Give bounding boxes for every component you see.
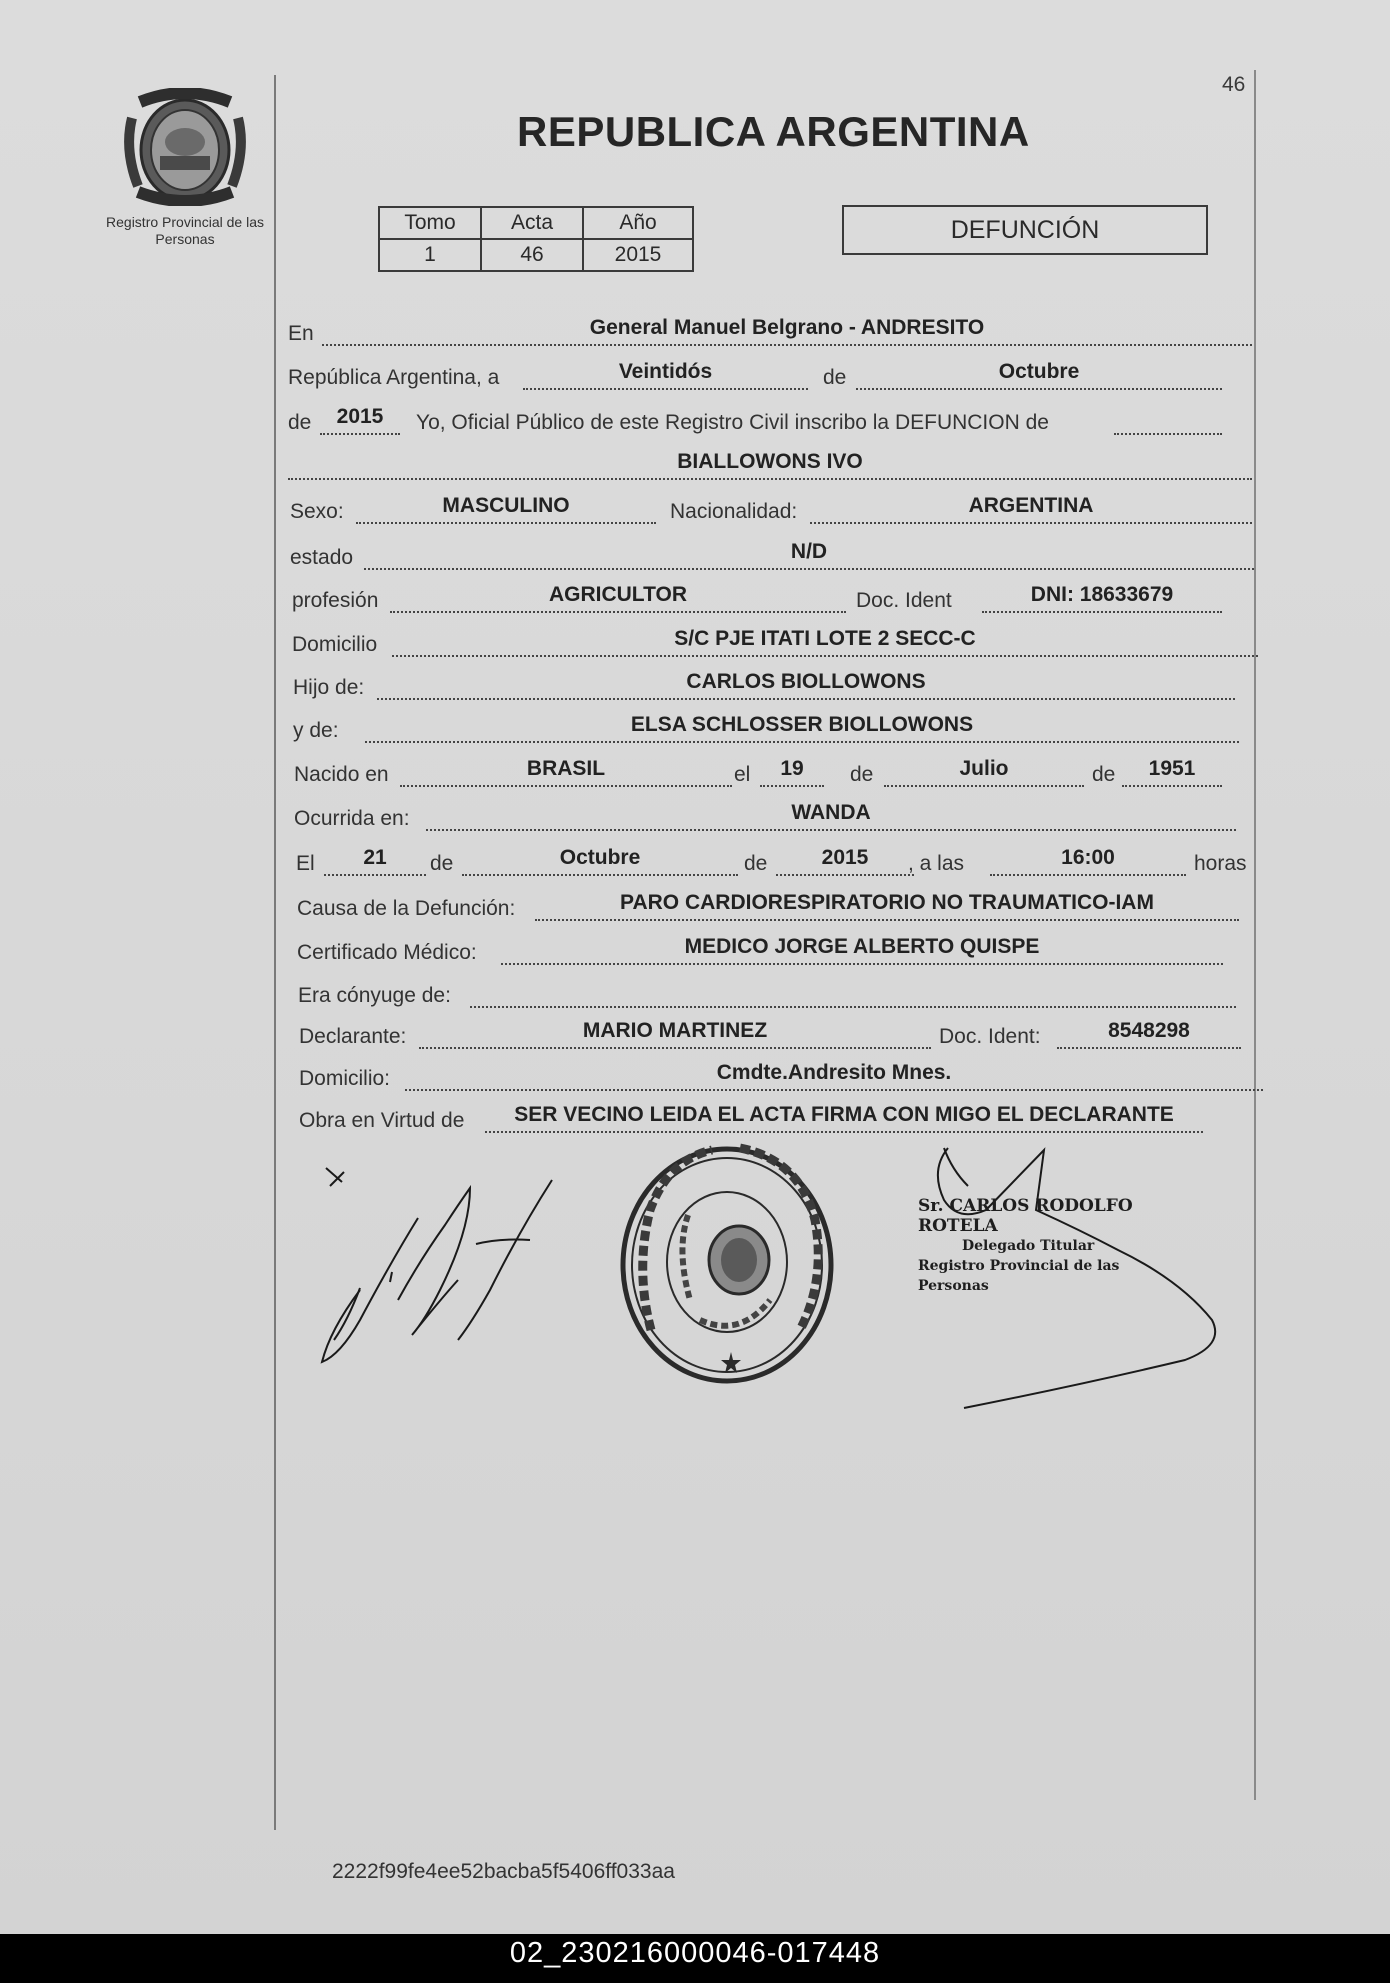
label-nacionalidad: Nacionalidad: (670, 500, 798, 523)
value-lugar-nacimiento: BRASIL (526, 757, 606, 780)
value-mes-inscripcion: Octubre (998, 360, 1080, 383)
ref-header-acta: Acta (481, 207, 583, 239)
ref-value-acta: 46 (481, 239, 583, 271)
label-el-nacimiento: el (734, 763, 751, 786)
value-obra: SER VECINO LEIDA EL ACTA FIRMA CON MIGO EL DECLARANTE (514, 1103, 1174, 1126)
label-de-2: de (288, 411, 312, 434)
label-obra: Obra en Virtud de (299, 1109, 465, 1132)
label-estado: estado (290, 546, 354, 569)
label-de-1: de (823, 366, 847, 389)
value-lugar-defuncion: WANDA (791, 801, 871, 824)
label-doc-ident-2: Doc. Ident: (939, 1025, 1041, 1048)
value-mes-nacimiento: Julio (959, 757, 1009, 780)
ref-value-anio: 2015 (583, 239, 693, 271)
value-causa: PARO CARDIORESPIRATORIO NO TRAUMATICO-IAM (620, 891, 1154, 914)
signer-title: Delegado Titular (962, 1238, 1095, 1254)
value-dia-defuncion: 21 (363, 846, 387, 869)
value-profesion: AGRICULTOR (548, 583, 688, 606)
record-type-box: DEFUNCIÓN (842, 205, 1208, 255)
label-doc-ident: Doc. Ident (856, 589, 952, 612)
ref-header-tomo: Tomo (379, 207, 481, 239)
value-declarante-doc: 8548298 (1108, 1019, 1190, 1042)
declarant-signature (322, 1168, 552, 1362)
page-number: 46 (1222, 73, 1246, 96)
label-nacido-en: Nacido en (294, 763, 389, 786)
value-declarante-domicilio: Cmdte.Andresito Mnes. (716, 1061, 952, 1084)
signer-org: Registro Provincial de las Personas (918, 1258, 1120, 1294)
registry-seal (623, 1148, 831, 1381)
label-y-de: y de: (293, 719, 339, 742)
value-estado: N/D (790, 540, 828, 563)
value-declarante: MARIO MARTINEZ (582, 1019, 768, 1042)
value-dia-nacimiento: 19 (780, 757, 804, 780)
label-en: En (288, 322, 314, 345)
value-nacionalidad: ARGENTINA (968, 494, 1094, 517)
value-sexo: MASCULINO (442, 494, 570, 517)
label-el: El (296, 852, 315, 875)
value-hora-defuncion: 16:00 (1061, 846, 1115, 869)
label-a-las: , a las (908, 852, 965, 875)
label-horas: horas (1194, 852, 1247, 875)
label-yo: Yo, Oficial Público de este Registro Civil inscribo la DEFUNCION de (416, 411, 1049, 434)
label-de-5: de (430, 852, 454, 875)
value-anio-defuncion: 2015 (821, 846, 869, 869)
footer-code: 02_230216000046-017448 (509, 1937, 881, 1969)
document-hash: 2222f99fe4ee52bacba5f5406ff033aa (332, 1860, 675, 1883)
value-padre: CARLOS BIOLLOWONS (686, 670, 926, 693)
label-profesion: profesión (292, 589, 379, 612)
registry-caption: Registro Provincial de las Personas (106, 214, 264, 247)
label-de-4: de (1092, 763, 1116, 786)
value-madre: ELSA SCHLOSSER BIOLLOWONS (630, 713, 974, 736)
value-mes-defuncion: Octubre (559, 846, 641, 869)
label-de-3: de (850, 763, 874, 786)
label-causa: Causa de la Defunción: (297, 897, 516, 920)
signer-block (918, 1196, 1188, 1296)
label-declarante: Declarante: (299, 1025, 407, 1048)
value-anio-nacimiento: 1951 (1148, 757, 1196, 780)
label-domicilio-2: Domicilio: (299, 1067, 391, 1090)
value-dia-inscripcion: Veintidós (618, 360, 713, 383)
value-domicilio: S/C PJE ITATI LOTE 2 SECC-C (674, 627, 976, 650)
document-title: REPUBLICA ARGENTINA (517, 108, 1030, 155)
label-sexo: Sexo: (290, 500, 344, 523)
value-nombre: BIALLOWONS IVO (677, 450, 863, 473)
label-conyuge: Era cónyuge de: (298, 984, 451, 1007)
value-anio-inscripcion: 2015 (336, 405, 384, 428)
label-certificado: Certificado Médico: (297, 941, 477, 964)
value-lugar: General Manuel Belgrano - ANDRESITO (589, 316, 985, 339)
label-ocurrida-en: Ocurrida en: (294, 807, 410, 830)
signer-name: Sr. CARLOS RODOLFO ROTELA (918, 1196, 1133, 1236)
ref-value-tomo: 1 (379, 239, 481, 271)
label-hijo-de: Hijo de: (293, 676, 365, 699)
label-domicilio: Domicilio (292, 633, 378, 656)
value-doc-ident: DNI: 18633679 (1030, 583, 1174, 606)
ref-header-anio: Año (583, 207, 693, 239)
label-de-6: de (744, 852, 768, 875)
value-certificado: MEDICO JORGE ALBERTO QUISPE (684, 935, 1040, 958)
label-republica: República Argentina, a (288, 366, 500, 389)
